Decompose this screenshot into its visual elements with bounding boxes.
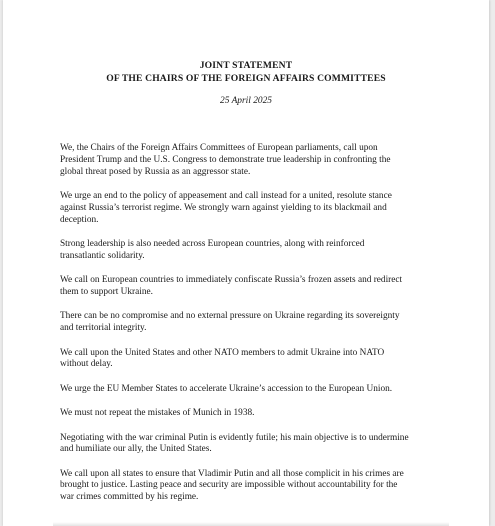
paragraph-line: President Trump and the U.S. Congress to demonstrate true leadership in confronting the	[60, 154, 391, 165]
paragraph-line: We call on European countries to immediately confiscate Russia’s frozen assets and redirect	[60, 275, 403, 286]
paragraph-line: deception.	[60, 214, 99, 225]
paragraph-line: and humiliate our ally, the United States.	[60, 444, 212, 455]
paragraph	[60, 239, 443, 263]
paragraph-line: without delay.	[60, 359, 113, 370]
document-page	[3, 0, 489, 526]
paragraph	[60, 311, 443, 335]
paragraph-line: and territorial integrity.	[60, 323, 147, 334]
paragraph	[60, 275, 443, 299]
title-line-2: OF THE CHAIRS OF THE FOREIGN AFFAIRS COMMITTEES	[106, 73, 386, 84]
paragraph-line: There can be no compromise and no external pressure on Ukraine regarding its sovereignty	[60, 311, 400, 322]
paragraph-line: global threat posed by Russia as an aggressor state.	[60, 166, 251, 177]
page-bottom-edge	[53, 522, 449, 526]
paragraph	[60, 191, 443, 226]
paragraph-line: war crimes committed by his regime.	[60, 492, 199, 503]
paragraph-line: brought to justice. Lasting peace and security are impossible without accountability for the	[60, 480, 398, 491]
paragraph	[60, 408, 443, 420]
paragraph-line: transatlantic solidarity.	[60, 250, 145, 261]
statement-title	[3, 59, 489, 85]
paragraph-line: We urge an end to the policy of appeasement and call instead for a united, resolute stance	[60, 190, 392, 201]
paragraph-line: Strong leadership is also needed across European countries, along with reinforced	[60, 238, 365, 249]
title-line-1: JOINT STATEMENT	[199, 60, 293, 71]
paragraph	[60, 384, 443, 396]
paragraph-line: We, the Chairs of the Foreign Affairs Committees of European parliaments, call upon	[60, 143, 378, 153]
paragraph	[60, 143, 443, 178]
paragraph-line: against Russia’s terrorist regime. We strongly warn against yielding to its blackmail and	[60, 202, 387, 213]
paragraph-line: We call upon the United States and other NATO members to admit Ukraine into NATO	[60, 347, 385, 358]
paragraph-line: Negotiating with the war criminal Putin is evidently futile; his main objective is to undermine	[60, 432, 409, 443]
statement-body	[60, 143, 443, 517]
paragraph-line: We urge the EU Member States to accelerate Ukraine’s accession to the European Union.	[60, 383, 393, 394]
statement-date: 25 April 2025	[220, 96, 272, 106]
paragraph-line: We call upon all states to ensure that Vladimir Putin and all those complicit in his crimes are	[60, 468, 404, 479]
paragraph	[60, 469, 443, 504]
paragraph	[60, 433, 443, 457]
paragraph-line: We must not repeat the mistakes of Munich in 1938.	[60, 408, 255, 419]
paragraph-line: them to support Ukraine.	[60, 286, 153, 297]
paragraph	[60, 348, 443, 372]
